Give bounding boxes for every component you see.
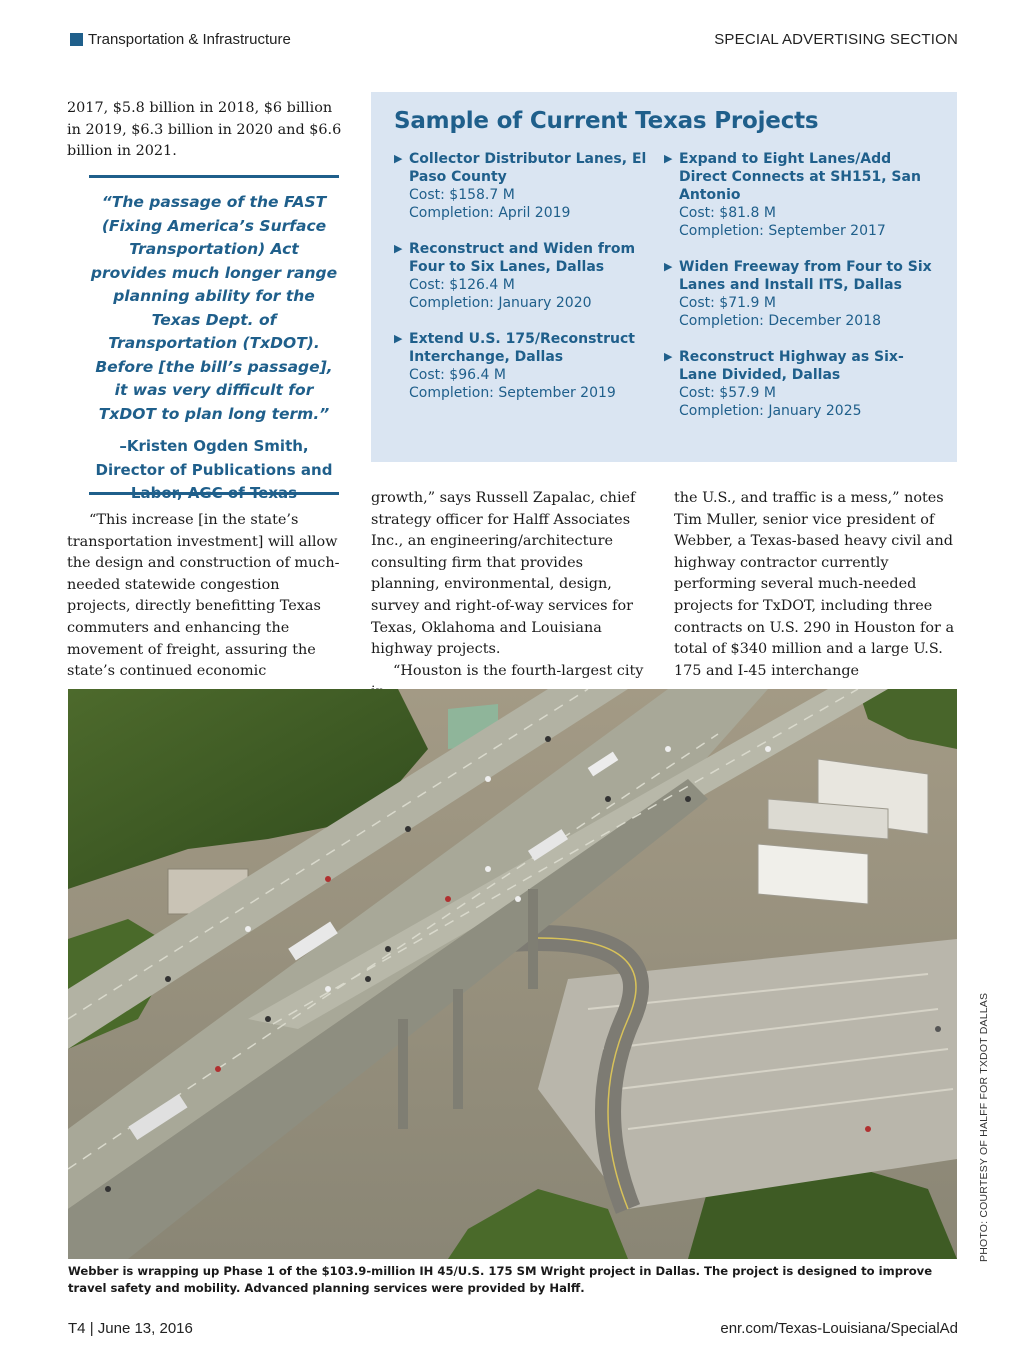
pull-quote-attribution: –Kristen Ogden Smith, Director of Publications and Labor, AGC of Texas bbox=[95, 437, 333, 502]
column2 bbox=[371, 488, 656, 704]
project-cost: Cost: $81.8 M bbox=[679, 205, 776, 221]
column1-bottom-text: “This increase [in the state’s transportation investment] will allow the design and construction of much-needed statewide congestion projects, directly benefitting Texas commuters and enhancing the movement of freight, assuring the state’s continued economic bbox=[67, 512, 340, 680]
project-name: Reconstruct Highway as Six-Lane Divided, Dallas bbox=[679, 349, 904, 383]
section-marker-square bbox=[70, 33, 83, 46]
footer-separator: | bbox=[89, 1320, 98, 1337]
project-item bbox=[664, 258, 934, 330]
triangle-bullet-icon: ▶ bbox=[394, 242, 403, 255]
sidebar-left-column bbox=[394, 150, 664, 438]
bridge-pillar bbox=[528, 889, 538, 989]
column2-paragraph: growth,” says Russell Zapalac, chief strategy officer for Halff Associates Inc., an engineering/architecture consulting firm that provides planning, environmental, design, survey and right-of-way services for Texas, Oklahoma and Louisiana highway projects. bbox=[371, 490, 636, 658]
triangle-bullet-icon: ▶ bbox=[664, 152, 673, 165]
project-item bbox=[394, 330, 664, 402]
project-item bbox=[394, 240, 664, 312]
project-item bbox=[664, 150, 934, 240]
project-name: Reconstruct and Widen from Four to Six Lanes, Dallas bbox=[409, 241, 636, 275]
page-footer-left bbox=[68, 1320, 193, 1337]
column3-text: the U.S., and traffic is a mess,” notes Tim Muller, senior vice president of Webber, a Texas-based heavy civil and highway contractor currently performing several much-needed projects for TxDOT, including three contracts on U.S. 290 in Houston for a total of $340 million and a large U.S. 175 and I-45 interchange bbox=[674, 490, 955, 679]
bridge-pillar bbox=[398, 1019, 408, 1129]
project-completion: Completion: January 2025 bbox=[679, 403, 862, 419]
project-cost: Cost: $57.9 M bbox=[679, 385, 776, 401]
advertising-label: SPECIAL ADVERTISING SECTION bbox=[714, 31, 958, 48]
project-completion: Completion: September 2019 bbox=[409, 385, 616, 401]
column1-top-text: 2017, $5.8 billion in 2018, $6 billion in 2019, $6.3 billion in 2020 and $6.6 billion in 2021. bbox=[67, 100, 342, 160]
project-name: Extend U.S. 175/Reconstruct Interchange, Dallas bbox=[409, 331, 635, 365]
page-number: T4 bbox=[68, 1320, 86, 1337]
project-completion: Completion: April 2019 bbox=[409, 205, 571, 221]
warehouse-building bbox=[758, 844, 868, 904]
projects-sidebar bbox=[371, 92, 957, 462]
project-item bbox=[394, 150, 664, 222]
project-completion: Completion: September 2017 bbox=[679, 223, 886, 239]
project-completion: Completion: January 2020 bbox=[409, 295, 592, 311]
pull-quote bbox=[89, 175, 339, 502]
section-title: Transportation & Infrastructure bbox=[88, 31, 291, 48]
photo-caption: Webber is wrapping up Phase 1 of the $103.9-million IH 45/U.S. 175 SM Wright project in Dallas. The project is designed to improve travel safety and mobility. Advanced planning services were provided by Halff. bbox=[68, 1264, 933, 1295]
project-cost: Cost: $126.4 M bbox=[409, 277, 515, 293]
project-name: Collector Distributor Lanes, El Paso County bbox=[409, 151, 647, 185]
sidebar-right-column bbox=[664, 150, 934, 438]
sidebar-title: Sample of Current Texas Projects bbox=[394, 108, 819, 134]
triangle-bullet-icon: ▶ bbox=[664, 260, 673, 273]
aerial-highway-photo bbox=[68, 689, 957, 1259]
highway-interchange-illustration bbox=[68, 689, 957, 1259]
triangle-bullet-icon: ▶ bbox=[664, 350, 673, 363]
project-completion: Completion: December 2018 bbox=[679, 313, 882, 329]
footer-url: enr.com/Texas-Louisiana/SpecialAd bbox=[720, 1320, 958, 1337]
triangle-bullet-icon: ▶ bbox=[394, 152, 403, 165]
photo-credit: PHOTO: COURTESY OF HALFF FOR TXDOT DALLAS bbox=[978, 992, 990, 1262]
bridge-pillar bbox=[453, 989, 463, 1109]
project-cost: Cost: $158.7 M bbox=[409, 187, 515, 203]
project-name: Expand to Eight Lanes/Add Direct Connects at SH151, San Antonio bbox=[679, 151, 921, 203]
project-cost: Cost: $96.4 M bbox=[409, 367, 506, 383]
project-item bbox=[664, 348, 934, 420]
project-cost: Cost: $71.9 M bbox=[679, 295, 776, 311]
section-label bbox=[70, 31, 291, 48]
triangle-bullet-icon: ▶ bbox=[394, 332, 403, 345]
pull-quote-text: “The passage of the FAST (Fixing America’s Surface Transportation) Act provides much longer range planning ability for the Texas Dept. of Transportation (TxDOT). Before [the bill’s passage], it was very difficult for TxDOT to plan long term.” bbox=[90, 193, 338, 423]
issue-date: June 13, 2016 bbox=[97, 1320, 193, 1337]
project-name: Widen Freeway from Four to Six Lanes and Install ITS, Dallas bbox=[679, 259, 932, 293]
column2-paragraph: “Houston is the fourth-largest city bbox=[393, 662, 644, 679]
